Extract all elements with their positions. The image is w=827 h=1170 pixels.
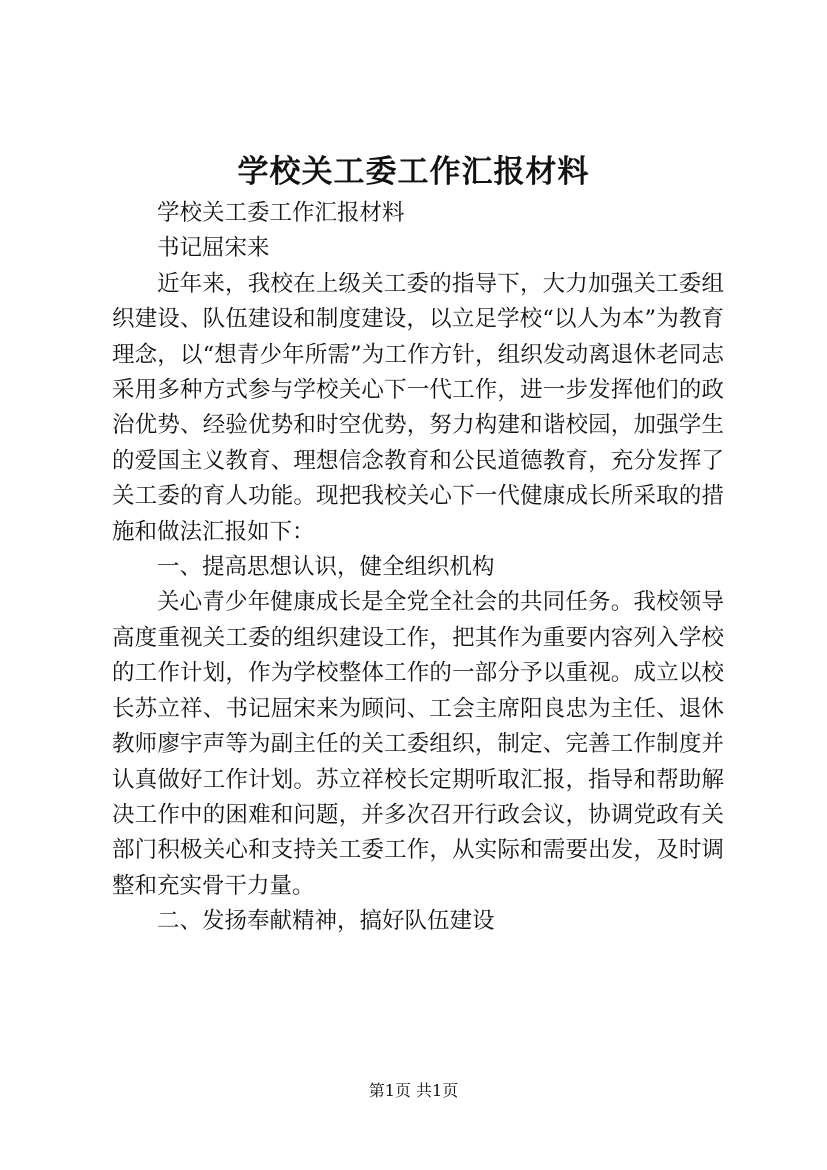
paragraph-section-1: 关心青少年健康成长是全党全社会的共同任务。我校领导高度重视关工委的组织建设工作，把其作为重要内容列入学校的工作计划，作为学校整体工作的一部分予以重视。成立以校长苏立祥、书记屈宋来为顾问、工会主席阳良忠为主任、退休教师廖宇声等为副主任的关工委组织，制定、完善工作制度并认真做好工作计划。苏立祥校长定期听取汇报，指导和帮助解决工作中的困难和问题，并多次召开行政会议，协调党政有关部门积极关心和支持关工委工作，从实际和需要出发，及时调整和充实骨干力量。 <box>112 589 724 899</box>
section-heading-1: 一、提高思想认识，健全组织机构 <box>157 554 495 581</box>
section-heading-2: 二、发扬奉献精神，搞好队伍建设 <box>157 908 495 935</box>
document-body <box>112 196 724 940</box>
paragraph-author: 书记屈宋来 <box>157 235 270 262</box>
paragraph-intro: 近年来，我校在上级关工委的指导下，大力加强关工委组织建设、队伍建设和制度建设，以立足学校“以人为本”为教育理念，以“想青少年所需”为工作方针，组织发动离退休老同志采用多种方式参与学校关心下一代工作，进一步发挥他们的政治优势、经验优势和时空优势，努力构建和谐校园，加强学生的爱国主义教育、理想信念教育和公民道德教育，充分发挥了关工委的育人功能。现把我校关心下一代健康成长所采取的措施和做法汇报如下： <box>112 270 724 545</box>
document-title: 学校关工委工作汇报材料 <box>237 154 590 190</box>
paragraph-subtitle: 学校关工委工作汇报材料 <box>157 200 405 226</box>
page-footer: 第1页 共1页 <box>368 1081 459 1100</box>
